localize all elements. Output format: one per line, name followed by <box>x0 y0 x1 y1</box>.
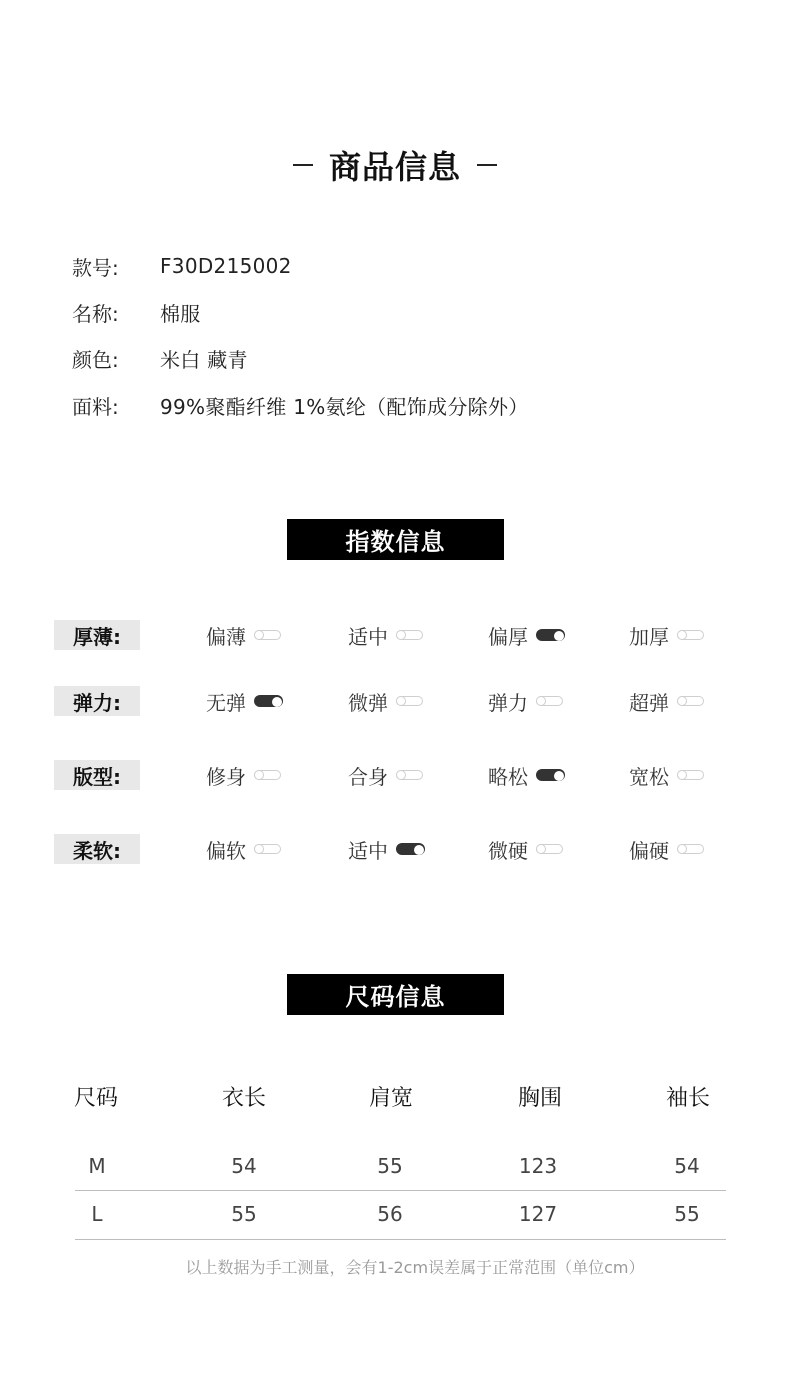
product-info-title <box>0 140 790 190</box>
toggle-knob <box>554 771 564 781</box>
size-header-size: 尺码 <box>73 1085 118 1111</box>
info-row-style-number <box>72 251 292 281</box>
size-cell: 55 <box>674 1202 700 1226</box>
size-header-shoulder: 肩宽 <box>368 1085 413 1111</box>
toggle-on-icon <box>536 769 565 781</box>
index-option <box>206 686 283 716</box>
size-header-length: 衣长 <box>221 1085 266 1111</box>
index-option-label: 弹力 <box>488 690 528 715</box>
index-option-label: 加厚 <box>629 624 669 649</box>
toggle-knob <box>396 630 406 640</box>
index-option <box>488 686 563 716</box>
toggle-knob <box>272 697 282 707</box>
info-value: F30D215002 <box>160 254 292 278</box>
toggle-on-icon <box>396 843 425 855</box>
toggle-off-icon <box>254 770 281 780</box>
index-option <box>488 760 565 790</box>
info-label: 款号: <box>72 255 119 280</box>
size-cell: 55 <box>377 1154 403 1178</box>
info-row-fabric <box>72 390 529 420</box>
size-cell: 54 <box>674 1154 700 1178</box>
index-option-label: 略松 <box>488 764 528 789</box>
index-option <box>488 834 563 864</box>
toggle-off-icon <box>677 770 704 780</box>
toggle-off-icon <box>536 696 563 706</box>
index-option-label: 偏薄 <box>206 624 246 649</box>
size-cell: 55 <box>231 1202 257 1226</box>
size-cell: 127 <box>518 1202 558 1226</box>
index-option-label: 合身 <box>348 764 388 789</box>
toggle-off-icon <box>677 696 704 706</box>
size-cell: 54 <box>231 1154 257 1178</box>
toggle-off-icon <box>677 844 704 854</box>
index-label: 厚薄: <box>54 620 140 650</box>
size-cell: 56 <box>377 1202 403 1226</box>
info-label: 面料: <box>72 394 119 419</box>
index-option <box>629 620 704 650</box>
index-option <box>348 834 425 864</box>
index-option <box>348 686 423 716</box>
toggle-off-icon <box>254 844 281 854</box>
size-cell: 123 <box>518 1154 558 1178</box>
toggle-on-icon <box>254 695 283 707</box>
index-label: 柔软: <box>54 834 140 864</box>
index-label: 弹力: <box>54 686 140 716</box>
title-dash-left <box>293 164 313 166</box>
index-label: 版型: <box>54 760 140 790</box>
index-option <box>348 760 423 790</box>
toggle-knob <box>677 696 687 706</box>
info-label: 名称: <box>72 301 119 326</box>
toggle-knob <box>254 630 264 640</box>
info-value: 99%聚酯纤维 1%氨纶（配饰成分除外） <box>160 394 529 419</box>
size-header-sleeve: 袖长 <box>665 1085 710 1111</box>
toggle-off-icon <box>396 770 423 780</box>
index-option <box>629 760 704 790</box>
info-row-name <box>72 297 201 327</box>
toggle-knob <box>396 770 406 780</box>
index-option <box>206 834 281 864</box>
index-option-label: 偏硬 <box>629 838 669 863</box>
index-option <box>629 834 704 864</box>
index-option-label: 适中 <box>348 624 388 649</box>
info-label: 颜色: <box>72 347 119 372</box>
size-cell: M <box>88 1154 106 1178</box>
toggle-knob <box>677 844 687 854</box>
toggle-off-icon <box>396 630 423 640</box>
toggle-knob <box>677 770 687 780</box>
index-option-label: 无弹 <box>206 690 246 715</box>
toggle-knob <box>396 696 406 706</box>
toggle-off-icon <box>254 630 281 640</box>
index-option <box>206 620 281 650</box>
index-option-label: 适中 <box>348 838 388 863</box>
index-info-banner: 指数信息 <box>287 519 504 560</box>
title-dash-right <box>477 164 497 166</box>
toggle-on-icon <box>536 629 565 641</box>
index-option <box>629 686 704 716</box>
toggle-off-icon <box>677 630 704 640</box>
index-option-label: 偏软 <box>206 838 246 863</box>
toggle-knob <box>254 770 264 780</box>
size-note: 以上数据为手工测量，会有1-2cm误差属于正常范围（单位cm） <box>185 1257 645 1277</box>
product-info-title-text: 商品信息 <box>328 148 461 186</box>
toggle-knob <box>536 844 546 854</box>
index-option-label: 宽松 <box>629 764 669 789</box>
toggle-knob <box>554 631 564 641</box>
index-option-label: 微弹 <box>348 690 388 715</box>
toggle-knob <box>254 844 264 854</box>
size-cell: L <box>91 1202 103 1226</box>
size-header-chest: 胸围 <box>517 1085 562 1111</box>
index-option-label: 偏厚 <box>488 624 528 649</box>
table-row-divider <box>75 1239 726 1240</box>
index-option <box>348 620 423 650</box>
toggle-off-icon <box>536 844 563 854</box>
toggle-off-icon <box>396 696 423 706</box>
index-option-label: 微硬 <box>488 838 528 863</box>
index-option <box>488 620 565 650</box>
toggle-knob <box>677 630 687 640</box>
index-option <box>206 760 281 790</box>
table-row-divider <box>75 1190 726 1191</box>
info-value: 米白 藏青 <box>160 347 248 372</box>
toggle-knob <box>536 696 546 706</box>
info-row-color <box>72 343 248 373</box>
size-info-banner: 尺码信息 <box>287 974 504 1015</box>
info-value: 棉服 <box>160 301 201 326</box>
index-option-label: 超弹 <box>629 690 669 715</box>
index-option-label: 修身 <box>206 764 246 789</box>
toggle-knob <box>414 845 424 855</box>
